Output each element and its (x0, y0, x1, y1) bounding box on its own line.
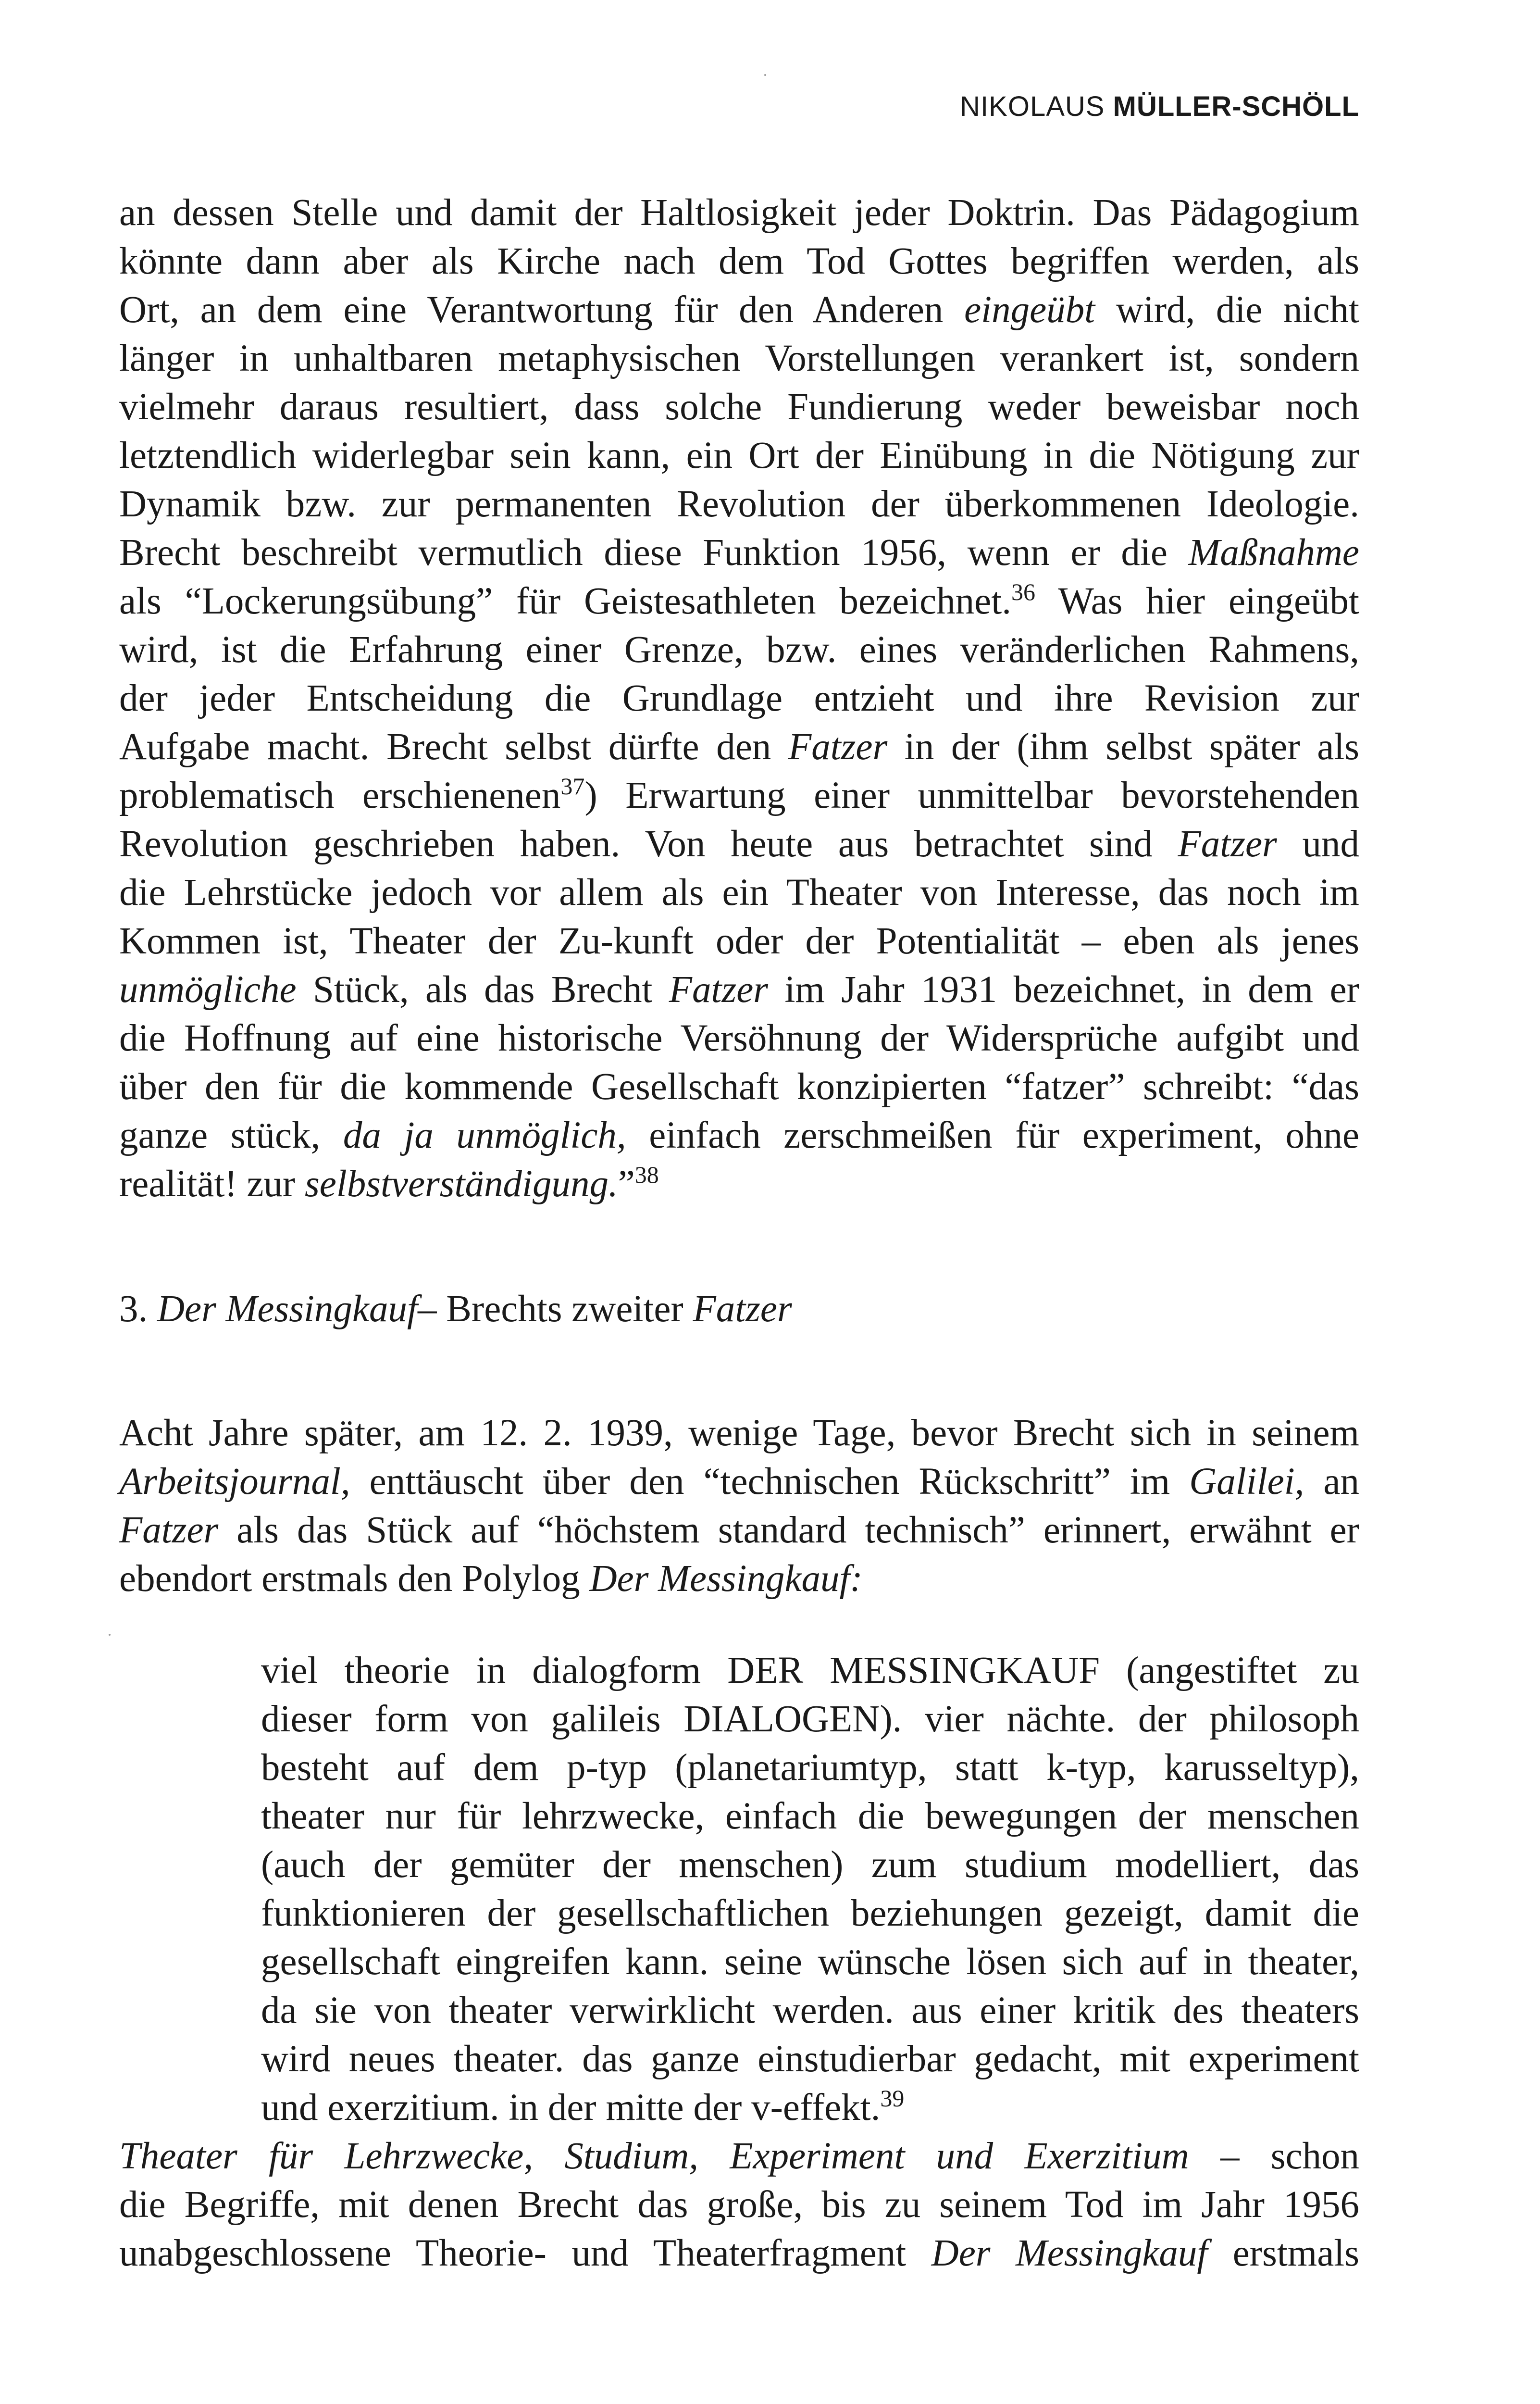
quote-line: gesellschaft eingreifen kann. seine wünsche lösen sich auf in theater, (261, 1941, 1359, 1983)
text-line: Arbeitsjournal, enttäuscht über den “technischen Rückschritt” im Galilei, an (119, 1461, 1360, 1502)
quote-line: wird neues theater. das ganze einstudierbar gedacht, mit experiment (261, 2038, 1359, 2080)
text-line: Revolution geschrieben haben. Von heute aus betrachtet sind Fatzer und (119, 823, 1360, 865)
text-line: Dynamik bzw. zur permanenten Revolution der überkommenen Ideologie. (119, 483, 1359, 525)
text-line: vielmehr daraus resultiert, dass solche Fundierung weder beweisbar noch (119, 386, 1359, 428)
text-line: Fatzer als das Stück auf “höchstem standard technisch” erinnert, erwähnt er (119, 1509, 1359, 1551)
text-line: könnte dann aber als Kirche nach dem Tod Gottes begriffen werden, als (119, 240, 1359, 282)
running-head (960, 90, 1359, 123)
running-head-author-first: NIKOLAUS (960, 91, 1105, 122)
text-line: Kommen ist, Theater der Zu-kunft oder der Potentialität – eben als jenes (119, 920, 1359, 962)
quote-line: da sie von theater verwirklicht werden. aus einer kritik des theaters (261, 1990, 1359, 2031)
text-line: ebendort erstmals den Polylog Der Messingkauf: (119, 1558, 863, 1600)
quote-line: theater nur für lehrzwecke, einfach die bewegungen der menschen (261, 1795, 1359, 1837)
text-line: länger in unhaltbaren metaphysischen Vorstellungen verankert ist, sondern (119, 338, 1359, 379)
text-line: über den für die kommende Gesellschaft konzipierten “fatzer” schreibt: “das (119, 1066, 1359, 1108)
text-line: Acht Jahre später, am 12. 2. 1939, wenige Tage, bevor Brecht sich in seinem (119, 1412, 1359, 1454)
text-line: als “Lockerungsübung” für Geistesathleten bezeichnet.$^{36}$ Was hier eingeübt (119, 578, 1359, 622)
quote-line: viel theorie in dialogform DER MESSINGKAUF (angestiftet zu (261, 1650, 1359, 1691)
scan-speck (764, 74, 766, 76)
section-title-work: Der Messingkauf (157, 1288, 418, 1330)
text-line: problematisch erschienenen$^{37}$) Erwartung einer unmittelbar bevorstehenden (119, 773, 1359, 816)
text-line: unabgeschlossene Theorie- und Theaterfragment Der Messingkauf erstmals (119, 2232, 1359, 2274)
text-line: realität! zur selbstverständigung.”$^{38}$ (119, 1161, 659, 1205)
footnote-ref-37: 37 (560, 773, 585, 800)
text-line: die Begriffe, mit denen Brecht das große, bis zu seinem Tod im Jahr 1956 (119, 2184, 1359, 2226)
quote-line: dieser form von galileis DIALOGEN). vier nächte. der philosoph (261, 1698, 1359, 1740)
quote-line: funktionieren der gesellschaftlichen beziehungen gezeigt, damit die (261, 1892, 1359, 1934)
quote-line: (auch der gemüter der menschen) zum studium modelliert, das (261, 1844, 1359, 1886)
text-line: unmögliche Stück, als das Brecht Fatzer im Jahr 1931 bezeichnet, in dem er (119, 969, 1359, 1011)
text-line: die Lehrstücke jedoch vor allem als ein Theater von Interesse, das noch im (119, 872, 1359, 914)
quote-line: und exerzitium. in der mitte der v-effekt.$^{39}$ (261, 2085, 905, 2129)
section-number: 3. (119, 1288, 148, 1330)
text-line: wird, ist die Erfahrung einer Grenze, bzw. eines veränderlichen Rahmens, (119, 629, 1359, 671)
block-quote (261, 1646, 1359, 2132)
quote-line: besteht auf dem p-typ (planetariumtyp, statt k-typ, karusseltyp), (261, 1747, 1359, 1789)
text-line: Brecht beschreibt vermutlich diese Funktion 1956, wenn er die Maßnahme (119, 532, 1359, 574)
text-line: der jeder Entscheidung die Grundlage entzieht und ihre Revision zur (119, 677, 1359, 719)
text-line: ganze stück, da ja unmöglich, einfach zerschmeißen für experiment, ohne (119, 1114, 1360, 1156)
paragraph-2 (119, 1409, 1359, 1603)
text-line: Ort, an dem eine Verantwortung für den Anderen eingeübt wird, die nicht (119, 289, 1359, 331)
footnote-ref-36: 36 (1011, 578, 1035, 605)
section-title-work-2: Fatzer (693, 1288, 792, 1330)
text-line: die Hoffnung auf eine historische Versöhnung der Widersprüche aufgibt und (119, 1017, 1359, 1059)
paragraph-3 (119, 2132, 1359, 2278)
scan-speck (109, 1634, 111, 1636)
section-heading: 3. Der Messingkauf– Brechts zweiter Fatzer (119, 1288, 792, 1330)
text-line: an dessen Stelle und damit der Haltlosigkeit jeder Doktrin. Das Pädagogium (119, 192, 1359, 234)
running-head-author-last: MÜLLER-SCHÖLL (1113, 91, 1359, 122)
footnote-ref-38: 38 (634, 1161, 659, 1188)
text-line: Aufgabe macht. Brecht selbst dürfte den Fatzer in der (ihm selbst später als (119, 726, 1360, 768)
text-line: letztendlich widerlegbar sein kann, ein Ort der Einübung in die Nötigung zur (119, 435, 1359, 476)
footnote-ref-39: 39 (880, 2085, 905, 2112)
text-line: Theater für Lehrzwecke, Studium, Experiment und Exerzitium – schon (119, 2135, 1360, 2177)
paragraph-1 (119, 188, 1359, 1208)
